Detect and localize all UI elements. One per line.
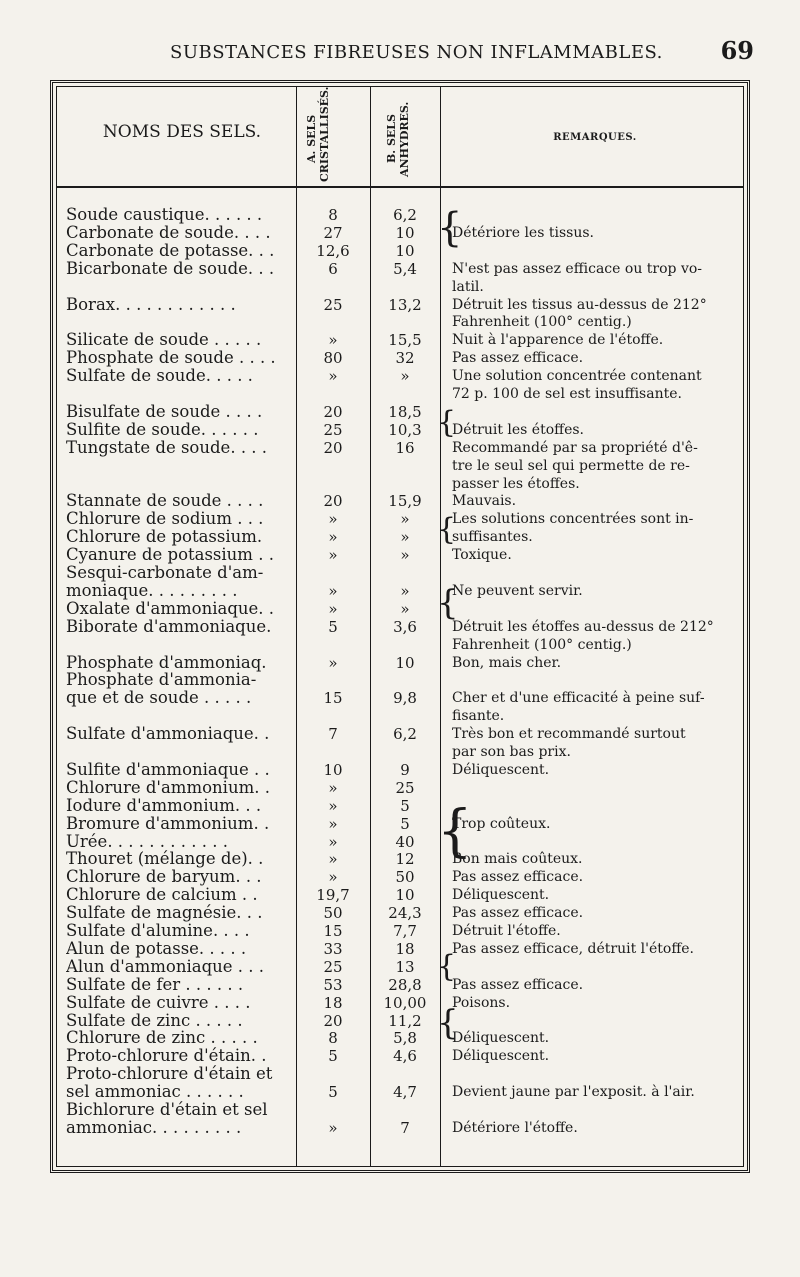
page-number: 69 xyxy=(720,36,754,65)
table-row xyxy=(0,1101,800,1119)
table-row xyxy=(0,475,800,493)
table-row xyxy=(0,1012,800,1030)
table-row xyxy=(0,492,800,510)
value-crystallised: » xyxy=(328,546,338,565)
value-anhydrous: 12 xyxy=(395,850,415,869)
value-crystallised: 7 xyxy=(328,725,338,744)
salt-name: Chlorure de potassium. xyxy=(66,528,263,547)
value-anhydrous: » xyxy=(400,367,410,386)
value-crystallised: 6 xyxy=(328,259,338,278)
remark: 72 p. 100 de sel est insuffisante. xyxy=(452,386,682,402)
salt-name: Phosphate de soude . . . . xyxy=(66,349,276,368)
value-anhydrous: 18 xyxy=(395,939,415,958)
table-row xyxy=(0,296,800,314)
value-crystallised: 20 xyxy=(323,402,343,421)
remark: Détériore les tissus. xyxy=(452,224,594,241)
remark: tre le seul sel qui permette de re- xyxy=(452,457,690,474)
column-header-names: NOMS DES SELS. xyxy=(102,122,262,142)
remark: Pas assez efficace. xyxy=(452,905,584,922)
salt-name: Sulfate de magnésie. . . xyxy=(66,904,263,923)
remark: Détruit les étoffes au-dessus de 212° xyxy=(452,618,714,635)
salt-name: Cyanure de potassium . . xyxy=(66,546,274,565)
running-title: SUBSTANCES FIBREUSES NON INFLAMMABLES. xyxy=(170,42,663,63)
salt-name: Bromure d'ammonium. . xyxy=(66,814,270,833)
table-row xyxy=(0,367,800,385)
salt-name: Tungstate de soude. . . . xyxy=(66,438,268,457)
value-crystallised: 18 xyxy=(323,993,343,1012)
table-row xyxy=(0,833,800,851)
salt-name: Chlorure de baryum. . . xyxy=(66,868,262,887)
remark: Déliquescent. xyxy=(452,1048,550,1065)
value-anhydrous: 18,5 xyxy=(388,402,422,421)
brace-icon: { xyxy=(437,949,457,984)
remark: Cher et d'une efficacité à peine suf- xyxy=(452,690,705,707)
value-anhydrous: 10,00 xyxy=(383,993,427,1012)
value-crystallised: 12,6 xyxy=(316,241,350,260)
salt-name: Carbonate de soude. . . . xyxy=(66,223,271,242)
value-anhydrous: 7,7 xyxy=(393,922,417,940)
value-anhydrous: 10 xyxy=(395,241,415,260)
salt-name: Sulfite d'ammoniaque . . xyxy=(66,760,270,779)
value-anhydrous: 4,6 xyxy=(393,1047,417,1066)
salt-name: Borax. . . . . . . . . . . . xyxy=(66,295,236,314)
value-crystallised: 20 xyxy=(323,1011,343,1030)
table-row xyxy=(0,421,800,439)
value-anhydrous: 10 xyxy=(395,886,415,905)
table-row xyxy=(0,671,800,689)
remark: Pas assez efficace. xyxy=(452,869,584,886)
remark: N'est pas assez efficace ou trop vo- xyxy=(452,260,703,277)
table-row xyxy=(0,1065,800,1083)
salt-name: Bichlorure d'étain et sel xyxy=(66,1101,268,1119)
value-crystallised: 53 xyxy=(323,975,343,994)
value-anhydrous: 28,8 xyxy=(388,975,422,994)
remark: Toxique. xyxy=(452,547,512,564)
table-row xyxy=(0,904,800,922)
value-crystallised: 20 xyxy=(323,492,343,511)
remark: Poisons. xyxy=(452,994,511,1011)
table-row xyxy=(0,654,800,672)
remark: Nuit à l'apparence de l'étoffe. xyxy=(452,332,664,349)
brace-icon: { xyxy=(437,583,459,623)
value-crystallised: » xyxy=(328,510,338,529)
value-crystallised: 25 xyxy=(323,420,343,439)
remark: Bon, mais cher. xyxy=(452,654,562,671)
value-anhydrous: 15,5 xyxy=(388,331,422,350)
value-crystallised: » xyxy=(328,796,338,815)
brace-icon: { xyxy=(437,799,473,864)
value-crystallised: 33 xyxy=(323,939,343,958)
table-row xyxy=(0,278,800,296)
remark: Devient jaune par l'exposit. à l'air. xyxy=(452,1084,695,1101)
table-row xyxy=(0,618,800,636)
value-anhydrous: 5,8 xyxy=(393,1029,417,1048)
value-anhydrous: 10 xyxy=(395,223,415,242)
table-row xyxy=(0,1047,800,1065)
table-row xyxy=(0,689,800,707)
column-header-remarks: REMARQUES. xyxy=(553,132,637,143)
table-row xyxy=(0,976,800,994)
salt-name: Urée. . . . . . . . . . . . xyxy=(66,832,228,851)
value-crystallised: 15 xyxy=(323,689,343,708)
value-anhydrous: 24,3 xyxy=(388,904,422,923)
value-anhydrous: 3,6 xyxy=(393,617,417,636)
salt-name: Sulfate de soude. . . . . xyxy=(66,367,253,386)
remark: par son bas prix. xyxy=(452,744,571,760)
value-crystallised: 19,7 xyxy=(316,886,350,905)
remark: Mauvais. xyxy=(452,493,517,510)
value-crystallised: » xyxy=(328,814,338,833)
salt-name: Sulfate de zinc . . . . . xyxy=(66,1011,243,1030)
value-anhydrous: 5 xyxy=(400,796,410,815)
remark: Une solution concentrée contenant xyxy=(452,368,702,385)
value-anhydrous: 10,3 xyxy=(388,420,422,439)
salt-name: Alun d'ammoniaque . . . xyxy=(66,957,265,976)
remark: Pas assez efficace. xyxy=(452,350,584,367)
remark: Pas assez efficace. xyxy=(452,976,584,993)
remark: Détériore l'étoffe. xyxy=(452,1119,578,1136)
table-row xyxy=(0,868,800,886)
table-row xyxy=(0,994,800,1012)
remark: Pas assez efficace, détruit l'étoffe. xyxy=(452,940,695,957)
salt-name: sel ammoniac . . . . . . xyxy=(66,1083,244,1102)
table-row xyxy=(0,1119,800,1137)
salt-name: Chlorure de sodium . . . xyxy=(66,510,264,529)
value-anhydrous: 7 xyxy=(400,1118,410,1137)
salt-name: Chlorure de zinc . . . . . xyxy=(66,1029,258,1048)
value-anhydrous: » xyxy=(400,546,410,565)
salt-name: Sulfate de fer . . . . . . xyxy=(66,975,244,994)
value-anhydrous: » xyxy=(400,581,410,600)
value-anhydrous: 4,7 xyxy=(393,1083,417,1102)
value-crystallised: 25 xyxy=(323,957,343,976)
table-row xyxy=(0,958,800,976)
salt-name: Bisulfate de soude . . . . xyxy=(66,402,263,421)
remark: Bon mais coûteux. xyxy=(452,851,583,868)
value-crystallised: 20 xyxy=(323,438,343,457)
brace-icon: { xyxy=(437,1003,459,1043)
table-row xyxy=(0,797,800,815)
remark: Déliquescent. xyxy=(452,887,550,904)
remark: Recommandé par sa propriété d'ê- xyxy=(452,439,698,456)
table-row xyxy=(0,707,800,725)
salt-name: Chlorure de calcium . . xyxy=(66,886,258,905)
table-row xyxy=(0,564,800,582)
value-anhydrous: 6,2 xyxy=(393,725,417,744)
table-row xyxy=(0,528,800,546)
table-row xyxy=(0,260,800,278)
table-row xyxy=(0,331,800,349)
value-crystallised: » xyxy=(328,868,338,887)
value-anhydrous: 13,2 xyxy=(388,295,422,314)
salt-name: Oxalate d'ammoniaque. . xyxy=(66,599,275,618)
salt-name: Proto-chlorure d'étain et xyxy=(66,1065,273,1084)
page-header xyxy=(150,36,760,72)
table-row xyxy=(0,546,800,564)
salt-name: moniaque. . . . . . . . . xyxy=(66,581,238,600)
value-anhydrous: 16 xyxy=(395,438,415,457)
value-anhydrous: 50 xyxy=(395,868,415,887)
value-crystallised: » xyxy=(328,1118,338,1137)
value-crystallised: 15 xyxy=(323,922,343,940)
brace-icon: { xyxy=(437,205,463,251)
table-row xyxy=(0,743,800,761)
salt-name: Sesqui-carbonate d'am- xyxy=(66,564,264,582)
value-crystallised: 50 xyxy=(323,904,343,923)
brace-icon: { xyxy=(437,405,457,440)
value-crystallised: » xyxy=(328,528,338,547)
value-anhydrous: 5,4 xyxy=(393,259,417,278)
salt-name: ammoniac. . . . . . . . . xyxy=(66,1118,242,1137)
value-crystallised: 80 xyxy=(323,349,343,368)
salt-name: Sulfate d'ammoniaque. . xyxy=(66,725,270,744)
value-crystallised: 25 xyxy=(323,295,343,314)
table-row xyxy=(0,439,800,457)
table-row xyxy=(0,779,800,797)
salt-name: Phosphate d'ammoniaq. xyxy=(66,653,267,672)
table-row xyxy=(0,224,800,242)
value-anhydrous: 40 xyxy=(395,832,415,851)
value-anhydrous: 9,8 xyxy=(393,689,417,708)
value-anhydrous: 5 xyxy=(400,814,410,833)
value-crystallised: 10 xyxy=(323,760,343,779)
remark: Trop coûteux. xyxy=(452,815,551,832)
value-anhydrous: » xyxy=(400,599,410,618)
salt-name: que et de soude . . . . . xyxy=(66,689,252,708)
salt-name: Sulfite de soude. . . . . . xyxy=(66,420,259,439)
value-crystallised: 5 xyxy=(328,1047,338,1066)
table-row xyxy=(0,206,800,224)
value-crystallised: » xyxy=(328,850,338,869)
value-crystallised: 5 xyxy=(328,1083,338,1102)
header-rule xyxy=(56,186,744,188)
salt-name: Sulfate d'alumine. . . . xyxy=(66,922,250,940)
salt-name: Iodure d'ammonium. . . xyxy=(66,796,262,815)
table-row xyxy=(0,457,800,475)
value-crystallised: » xyxy=(328,599,338,618)
salt-name: Carbonate de potasse. . . xyxy=(66,241,275,260)
remark: Déliquescent. xyxy=(452,1030,550,1047)
value-anhydrous: 13 xyxy=(395,957,415,976)
table-row xyxy=(0,815,800,833)
table-row xyxy=(0,313,800,331)
value-crystallised: » xyxy=(328,778,338,797)
value-crystallised: » xyxy=(328,331,338,350)
table-row xyxy=(0,403,800,421)
value-anhydrous: 25 xyxy=(395,778,415,797)
remark: passer les étoffes. xyxy=(452,475,580,492)
salt-name: Silicate de soude . . . . . xyxy=(66,331,262,350)
remark: Très bon et recommandé surtout xyxy=(452,726,686,743)
remark: suffisantes. xyxy=(452,529,533,546)
remark: Fahrenheit (100° centig.) xyxy=(452,314,632,331)
salt-name: Alun de potasse. . . . . xyxy=(66,939,247,958)
value-crystallised: 8 xyxy=(328,206,338,224)
table-row xyxy=(0,349,800,367)
value-crystallised: » xyxy=(328,581,338,600)
value-anhydrous: 10 xyxy=(395,653,415,672)
table-row xyxy=(0,600,800,618)
table-row xyxy=(0,850,800,868)
value-crystallised: » xyxy=(328,367,338,386)
brace-icon: { xyxy=(437,512,457,547)
table-row xyxy=(0,510,800,528)
value-anhydrous: 9 xyxy=(400,760,410,779)
table-row xyxy=(0,761,800,779)
value-crystallised: 8 xyxy=(328,1029,338,1048)
value-crystallised: » xyxy=(328,653,338,672)
column-header-a: A. SELS CRISTALLISÉS. xyxy=(305,86,331,182)
remark: Ne peuvent servir. xyxy=(452,582,583,599)
column-header-b: B. SELS ANHYDRES. xyxy=(385,101,411,177)
table-row xyxy=(0,940,800,958)
salt-name: Thouret (mélange de). . xyxy=(66,850,264,869)
salt-name: Biborate d'ammoniaque. xyxy=(66,617,272,636)
table-row xyxy=(0,1083,800,1101)
table-row xyxy=(0,636,800,654)
salt-name: Stannate de soude . . . . xyxy=(66,492,264,511)
value-crystallised: » xyxy=(328,832,338,851)
remark: fisante. xyxy=(452,708,505,725)
salt-name: Bicarbonate de soude. . . xyxy=(66,259,275,278)
value-anhydrous: 15,9 xyxy=(388,492,422,511)
remark: Détruit l'étoffe. xyxy=(452,923,561,939)
remark: Fahrenheit (100° centig.) xyxy=(452,636,632,653)
value-anhydrous: » xyxy=(400,510,410,529)
table-row xyxy=(0,886,800,904)
value-crystallised: 27 xyxy=(323,223,343,242)
value-crystallised: 5 xyxy=(328,617,338,636)
remark: Détruit les tissus au-dessus de 212° xyxy=(452,296,707,313)
table-row xyxy=(0,582,800,600)
value-anhydrous: 32 xyxy=(395,349,415,368)
table-row xyxy=(0,385,800,403)
remark: latil. xyxy=(452,278,484,295)
salt-name: Soude caustique. . . . . . xyxy=(66,206,263,224)
salt-name: Proto-chlorure d'étain. . xyxy=(66,1047,267,1066)
table-row xyxy=(0,922,800,940)
remark: Déliquescent. xyxy=(452,761,550,778)
salt-name: Chlorure d'ammonium. . xyxy=(66,778,270,797)
table-row xyxy=(0,725,800,743)
salt-name: Phosphate d'ammonia- xyxy=(66,671,257,690)
value-anhydrous: » xyxy=(400,528,410,547)
table-row xyxy=(0,1029,800,1047)
remark: Les solutions concentrées sont in- xyxy=(452,511,694,528)
remark: Détruit les étoffes. xyxy=(452,421,585,438)
salt-name: Sulfate de cuivre . . . . xyxy=(66,993,251,1012)
table-row xyxy=(0,242,800,260)
value-anhydrous: 11,2 xyxy=(388,1011,422,1030)
value-anhydrous: 6,2 xyxy=(393,206,417,224)
